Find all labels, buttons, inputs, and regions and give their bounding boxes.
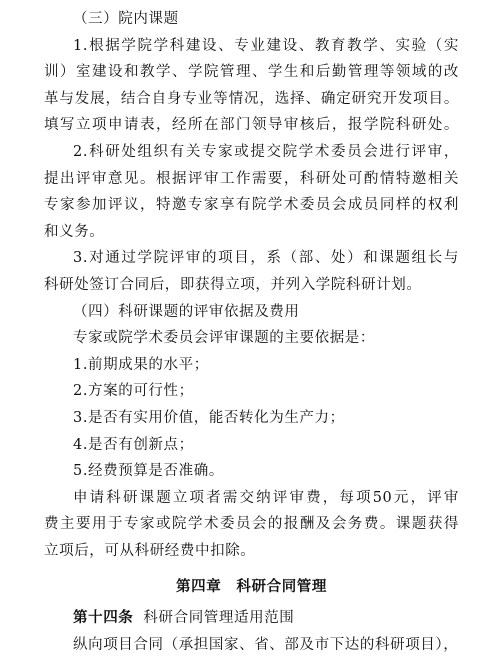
paragraph-line: 3.对通过学院评审的项目，系（部、处）和课题组长与 (73, 250, 459, 267)
paragraph-line: 立项后，可从科研经费中扣除。 (44, 542, 256, 559)
paragraph-line: 费主要用于专家或院学术委员会的报酬及会务费。课题获得 (44, 516, 459, 533)
article-14 (44, 605, 459, 632)
paragraph-line: 填写立项申请表，经所在部门领导审核后，报学院科研处。 (44, 117, 459, 134)
article-14-line: 纵向项目合同（承担国家、省、部及市下达的科研项目）， (73, 636, 459, 653)
paragraph-1 (44, 33, 459, 139)
paragraph-line: 1.根据学院学科建设、专业建设、教育教学、实验（实 (73, 37, 459, 54)
section-heading-4: （四）科研课题的评审依据及费用 (73, 303, 300, 320)
criteria-item: 5.经费预算是否准确。 (73, 463, 224, 480)
criteria-intro: 专家或院学术委员会评审课题的主要依据是： (73, 330, 375, 347)
paragraph-line: 2.科研处组织有关专家或提交院学术委员会进行评审， (73, 143, 459, 160)
criteria-item: 1.前期成果的水平； (73, 356, 209, 373)
article-number: 第十四条 (73, 610, 134, 627)
fee-paragraph (44, 485, 459, 565)
paragraph-2 (44, 139, 459, 245)
criteria-item: 2.方案的可行性； (73, 383, 194, 400)
paragraph-line: 申请科研课题立项者需交纳评审费，每项50元，评审 (73, 489, 459, 506)
paragraph-line: 革与发展，结合自身专业等情况，选择、确定研究开发项目。 (44, 90, 459, 107)
criteria-list (44, 352, 459, 485)
criteria-item: 3.是否有实用价值，能否转化为生产力； (73, 409, 345, 426)
paragraph-3 (44, 245, 459, 298)
paragraph-line: 科研处签订合同后，即获得立项，并列入学院科研计划。 (44, 276, 422, 293)
paragraph-line: 提出评审意见。根据评审工作需要，科研处可酌情特邀相关 (44, 170, 459, 187)
paragraph-line: 专家参加评议，特邀专家享有院学术委员会成员同样的权利 (44, 197, 459, 214)
criteria-item: 4.是否有创新点； (73, 436, 194, 453)
paragraph-line: 和义务。 (44, 223, 105, 240)
paragraph-line: 训）室建设和教学、学院管理、学生和后勤管理等领域的改 (44, 64, 459, 81)
article-title: 科研合同管理适用范围 (143, 610, 295, 627)
section-heading-3: （三）院内课题 (73, 11, 179, 27)
chapter-title: 第四章 科研合同管理 (176, 579, 327, 596)
